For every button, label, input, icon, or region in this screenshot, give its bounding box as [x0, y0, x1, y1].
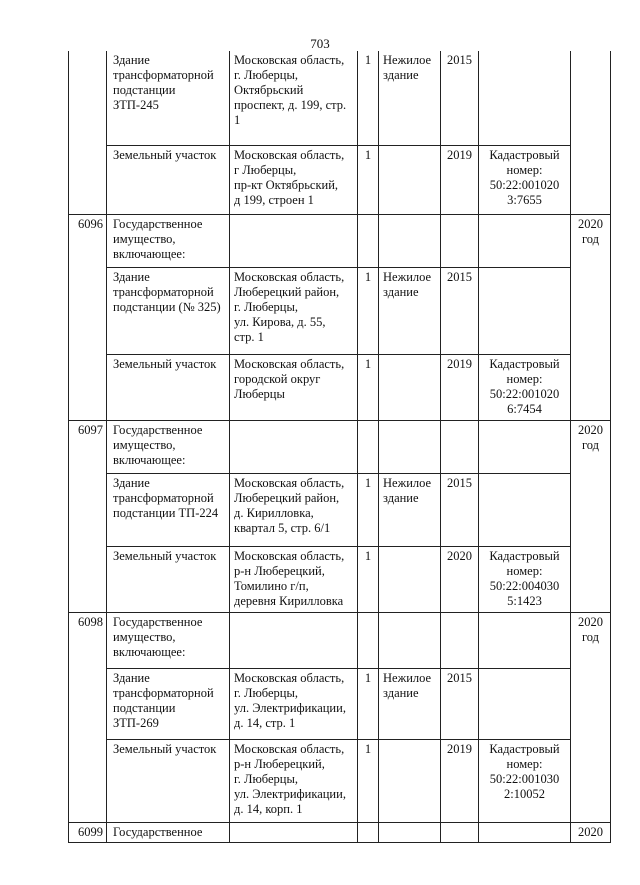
- property-note: [479, 822, 571, 842]
- property-address: Московская область, г Люберцы, пр-кт Октябрьский, д 199, строен 1: [230, 145, 358, 214]
- property-year: 2019: [441, 145, 479, 214]
- row-number: [69, 145, 107, 214]
- property-deadline: 2020 год: [571, 420, 611, 473]
- property-type: [379, 546, 441, 612]
- property-deadline: 2020 год: [571, 214, 611, 267]
- property-deadline: 2020: [571, 822, 611, 842]
- property-note: Кадастровый номер: 50:22:001030 2:10052: [479, 739, 571, 822]
- property-note: [479, 420, 571, 473]
- property-year: [441, 420, 479, 473]
- row-number: [69, 473, 107, 546]
- property-type: Нежилое здание: [379, 51, 441, 145]
- property-quantity: [358, 612, 379, 668]
- row-number: [69, 354, 107, 420]
- page-number: 703: [310, 36, 330, 51]
- property-address: [230, 612, 358, 668]
- table-row: [69, 668, 611, 739]
- property-address: [230, 420, 358, 473]
- property-name: Государственное имущество, включающее:: [107, 612, 230, 668]
- property-year: 2020: [441, 546, 479, 612]
- property-quantity: 1: [358, 354, 379, 420]
- table-row: [69, 546, 611, 612]
- property-type: [379, 214, 441, 267]
- property-quantity: 1: [358, 739, 379, 822]
- property-name: Земельный участок: [107, 354, 230, 420]
- table-row: [69, 267, 611, 354]
- property-quantity: [358, 214, 379, 267]
- property-year: 2019: [441, 739, 479, 822]
- table-row: [69, 473, 611, 546]
- property-year: 2019: [441, 354, 479, 420]
- property-year: 2015: [441, 267, 479, 354]
- property-quantity: [358, 420, 379, 473]
- property-name: Земельный участок: [107, 739, 230, 822]
- property-name: Здание трансформаторной подстанции ТП-224: [107, 473, 230, 546]
- property-quantity: 1: [358, 145, 379, 214]
- property-note: Кадастровый номер: 50:22:004030 5:1423: [479, 546, 571, 612]
- property-quantity: 1: [358, 668, 379, 739]
- row-number: [69, 51, 107, 145]
- property-name: Здание трансформаторной подстанции ЗТП-245: [107, 51, 230, 145]
- property-year: 2015: [441, 668, 479, 739]
- property-quantity: [358, 822, 379, 842]
- property-address: Московская область, Люберецкий район, г. Люберцы, ул. Кирова, д. 55, стр. 1: [230, 267, 358, 354]
- property-type: [379, 145, 441, 214]
- row-number: 6096: [69, 214, 107, 267]
- property-type: Нежилое здание: [379, 473, 441, 546]
- property-note: Кадастровый номер: 50:22:001020 6:7454: [479, 354, 571, 420]
- row-number: 6098: [69, 612, 107, 668]
- table-row: [69, 612, 611, 668]
- table-row: [69, 51, 611, 145]
- property-deadline: [571, 739, 611, 822]
- property-year: 2015: [441, 51, 479, 145]
- property-address: Московская область, Люберецкий район, д. Кирилловка, квартал 5, стр. 6/1: [230, 473, 358, 546]
- property-address: Московская область, г. Люберцы, ул. Электрификации, д. 14, стр. 1: [230, 668, 358, 739]
- property-type: Нежилое здание: [379, 668, 441, 739]
- property-quantity: 1: [358, 267, 379, 354]
- property-note: [479, 612, 571, 668]
- row-number: [69, 546, 107, 612]
- property-note: [479, 214, 571, 267]
- property-quantity: 1: [358, 473, 379, 546]
- property-address: [230, 822, 358, 842]
- row-number: [69, 267, 107, 354]
- property-deadline: [571, 473, 611, 546]
- table-row: [69, 420, 611, 473]
- row-number: [69, 739, 107, 822]
- property-type: [379, 420, 441, 473]
- row-number: 6097: [69, 420, 107, 473]
- property-name: Земельный участок: [107, 546, 230, 612]
- table-row: [69, 354, 611, 420]
- property-year: [441, 214, 479, 267]
- table-row: [69, 214, 611, 267]
- property-year: 2015: [441, 473, 479, 546]
- table-row: [69, 822, 611, 842]
- property-address: [230, 214, 358, 267]
- property-note: [479, 267, 571, 354]
- property-name: Здание трансформаторной подстанции (№ 325): [107, 267, 230, 354]
- property-deadline: [571, 668, 611, 739]
- property-type: [379, 822, 441, 842]
- property-table: [68, 51, 611, 843]
- property-deadline: [571, 354, 611, 420]
- property-year: [441, 612, 479, 668]
- property-quantity: 1: [358, 51, 379, 145]
- property-type: Нежилое здание: [379, 267, 441, 354]
- property-deadline: 2020 год: [571, 612, 611, 668]
- table-row: [69, 145, 611, 214]
- property-note: Кадастровый номер: 50:22:001020 3:7655: [479, 145, 571, 214]
- property-note: [479, 668, 571, 739]
- property-name: Земельный участок: [107, 145, 230, 214]
- property-note: [479, 51, 571, 145]
- property-address: Московская область, р-н Люберецкий, г. Люберцы, ул. Электрификации, д. 14, корп. 1: [230, 739, 358, 822]
- property-type: [379, 354, 441, 420]
- row-number: 6099: [69, 822, 107, 842]
- property-name: Государственное имущество, включающее:: [107, 214, 230, 267]
- property-quantity: 1: [358, 546, 379, 612]
- table-row: [69, 739, 611, 822]
- property-deadline: [571, 51, 611, 145]
- property-deadline: [571, 267, 611, 354]
- property-name: Государственное имущество, включающее:: [107, 420, 230, 473]
- row-number: [69, 668, 107, 739]
- property-type: [379, 739, 441, 822]
- property-name: Государственное: [107, 822, 230, 842]
- property-deadline: [571, 145, 611, 214]
- property-address: Московская область, г. Люберцы, Октябрьский проспект, д. 199, стр. 1: [230, 51, 358, 145]
- property-address: Московская область, р-н Люберецкий, Томилино г/п, деревня Кирилловка: [230, 546, 358, 612]
- property-address: Московская область, городской округ Люберцы: [230, 354, 358, 420]
- property-name: Здание трансформаторной подстанции ЗТП-269: [107, 668, 230, 739]
- property-type: [379, 612, 441, 668]
- property-deadline: [571, 546, 611, 612]
- property-year: [441, 822, 479, 842]
- property-note: [479, 473, 571, 546]
